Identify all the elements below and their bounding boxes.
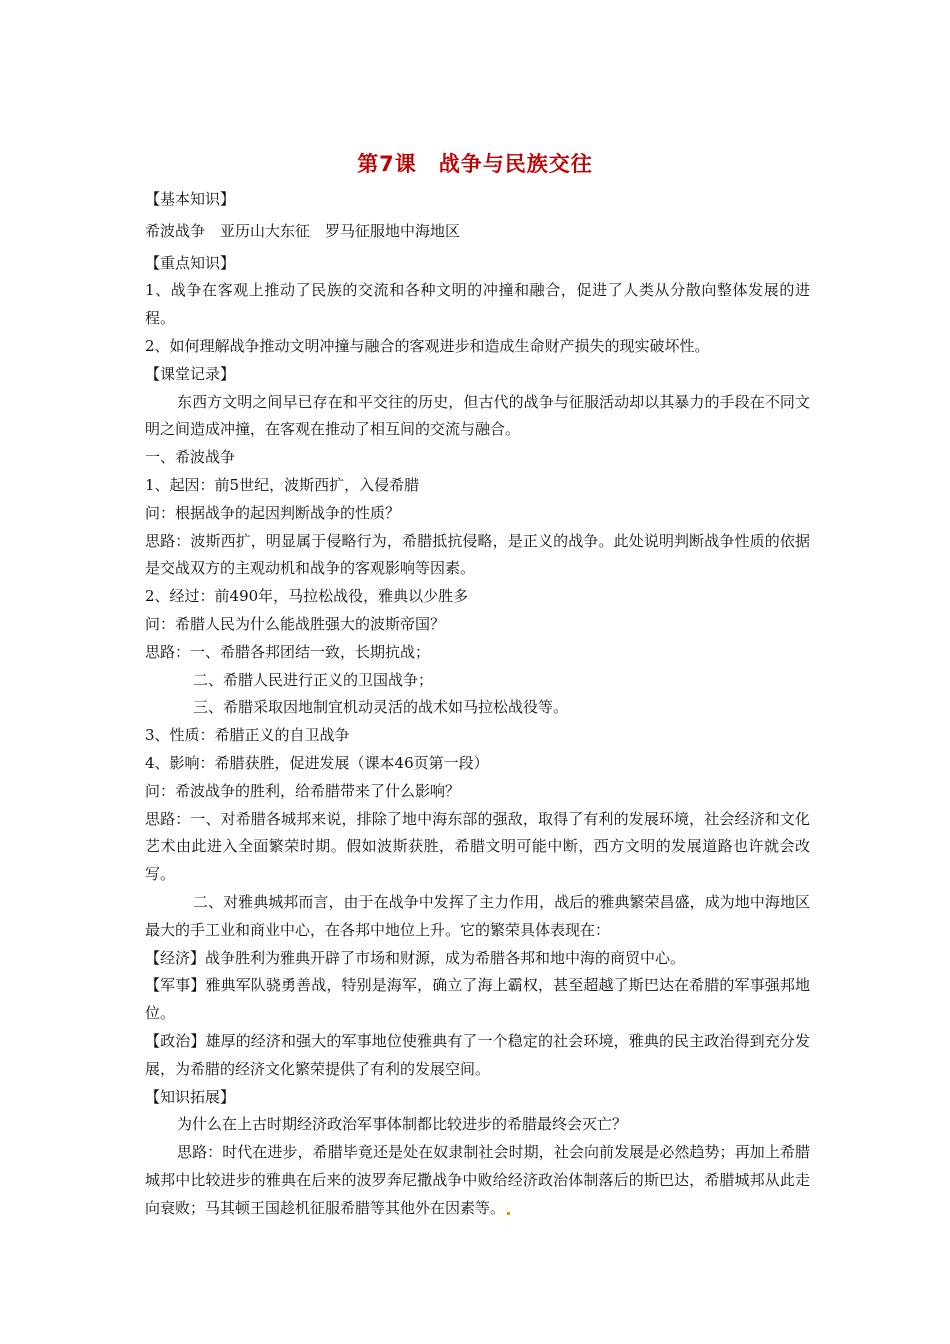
question-3: 问：希波战争的胜利，给希腊带来了什么影响？ xyxy=(145,781,461,800)
impact-line: 4、影响：希腊获胜，促进发展（课本46页第一段） xyxy=(145,753,489,772)
answer-2-point-2: 二、希腊人民进行正义的卫国战争； xyxy=(193,670,434,689)
key-point-1: 1、战争在客观上推动了民族的交流和各种文明的冲撞和融合，促进了人类从分散向整体发展的进程。 xyxy=(145,281,810,328)
answer-2-point-3: 三、希腊采取因地制宜机动灵活的战术如马拉松战役等。 xyxy=(193,698,569,717)
answer-4 xyxy=(145,1139,810,1222)
heading-key: 【重点知识】 xyxy=(145,253,236,272)
course-line: 2、经过：前490年，马拉松战役，雅典以少胜多 xyxy=(145,587,469,606)
answer-3-point-1: 思路：一、对希腊各城邦来说，排除了地中海东部的强敌，取得了有利的发展环境，社会经济和文化艺术由此进入全面繁荣时期。假如波斯获胜，希腊文明可能中断，西方文明的发展道路也许就会改写。 xyxy=(145,809,810,884)
key-point-2: 2、如何理解战争推动文明冲撞与融合的客观进步和造成生命财产损失的现实破坏性。 xyxy=(145,336,710,355)
heading-class-notes: 【课堂记录】 xyxy=(145,364,236,383)
intro-paragraph: 东西方文明之间早已存在和平交往的历史，但古代的战争与征服活动却以其暴力的手段在不同文明之间造成冲撞，在客观在推动了相互间的交流与融合。 xyxy=(145,392,810,439)
economy-line: 【经济】战争胜利为雅典开辟了市场和财源，成为希腊各邦和地中海的商贸中心。 xyxy=(145,948,686,967)
basic-items: 希波战争 亚历山大东征 罗马征服地中海地区 xyxy=(145,221,461,240)
nature-line: 3、性质：希腊正义的自卫战争 xyxy=(145,726,350,745)
section-heading: 一、希波战争 xyxy=(145,448,236,467)
lesson-content xyxy=(145,186,810,1222)
answer-3-point-2: 二、对雅典城邦而言，由于在战争中发挥了主力作用，战后的雅典繁荣昌盛，成为地中海地区最大的手工业和商业中心，在各邦中地位上升。它的繁荣具体表现在： xyxy=(145,892,810,939)
cause-line: 1、起因：前5世纪，波斯西扩，入侵希腊 xyxy=(145,475,420,494)
question-1: 问：根据战争的起因判断战争的性质？ xyxy=(145,503,401,522)
question-2: 问：希腊人民为什么能战胜强大的波斯帝国？ xyxy=(145,614,446,633)
answer-4-text: 思路：时代在进步，希腊毕竟还是处在奴隶制社会时期，社会向前发展是必然趋势；再加上希腊城邦中比较进步的雅典在后来的波罗奔尼撒战争中败给经济政治体制落后的斯巴达，希腊城邦从此走向衰败；马其顿王国趁机征服希腊等其他外在因素等。 xyxy=(145,1143,810,1217)
answer-2-point-1: 思路：一、希腊各邦团结一致，长期抗战； xyxy=(145,642,431,661)
question-4: 为什么在上古时期经济政治军事体制都比较进步的希腊最终会灭亡？ xyxy=(177,1115,628,1134)
heading-basic: 【基本知识】 xyxy=(145,190,236,208)
answer-1: 思路：波斯西扩，明显属于侵略行为，希腊抵抗侵略，是正义的战争。此处说明判断战争性质的依据是交战双方的主观动机和战争的客观影响等因素。 xyxy=(145,531,810,578)
lesson-title: 第7课 战争与民族交往 xyxy=(357,152,593,176)
military-line: 【军事】雅典军队骁勇善战，特别是海军，确立了海上霸权，甚至超越了斯巴达在希腊的军事强邦地位。 xyxy=(145,976,810,1023)
politics-line: 【政治】雄厚的经济和强大的军事地位使雅典有了一个稳定的社会环境，雅典的民主政治得到充分发展，为希腊的经济文化繁荣提供了有利的发展空间。 xyxy=(145,1031,810,1078)
edit-mark-icon xyxy=(507,1212,510,1215)
heading-extension: 【知识拓展】 xyxy=(145,1087,236,1106)
